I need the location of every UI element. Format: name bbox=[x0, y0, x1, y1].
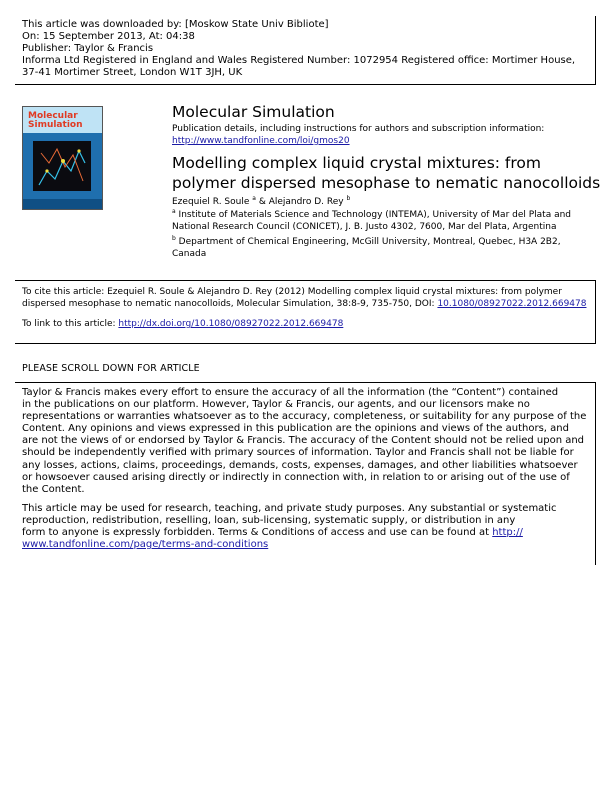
download-info-line: Publisher: Taylor & Francis bbox=[22, 43, 154, 55]
terms-link[interactable]: http:// bbox=[492, 527, 523, 539]
citation-text bbox=[22, 286, 592, 310]
terms-paragraph bbox=[22, 503, 588, 551]
terms-line: form to anyone is expressly forbidden. Terms & Conditions of access and use can be found at http:// bbox=[22, 527, 523, 539]
affiliation-marker: b bbox=[346, 195, 351, 202]
disclaimer-line: any losses, actions, claims, proceedings, demands, costs, expenses, damages, and other liabilities whatsoever bbox=[22, 459, 578, 471]
disclaimer-line: are not the views of or endorsed by Taylor & Francis. The accuracy of the Content should not be relied upon and bbox=[22, 435, 585, 447]
disclaimer-paragraph bbox=[22, 387, 588, 496]
terms-link[interactable]: www.tandfonline.com/page/terms-and-conditions bbox=[22, 539, 269, 551]
molecule-illustration-icon bbox=[33, 141, 91, 191]
affiliation-marker: a bbox=[172, 208, 176, 215]
download-info-line: Informa Ltd Registered in England and Wales Registered Number: 1072954 Registered office: Mortimer House, bbox=[22, 55, 576, 67]
download-info bbox=[22, 19, 575, 79]
article-title-line: polymer dispersed mesophase to nematic nanocolloids bbox=[172, 173, 601, 192]
citation-line: dispersed mesophase to nematic nanocolloids, Molecular Simulation, 38:8-9, 735-750, DOI: 10.1080/08927022.2012.669478 bbox=[22, 299, 587, 309]
cover-title: Molecular Simulation bbox=[28, 111, 83, 130]
article-link[interactable]: http://dx.doi.org/10.1080/08927022.2012.669478 bbox=[118, 319, 344, 329]
disclaimer-line: Content. Any opinions and views expressed in this publication are the opinions and views of the authors, and bbox=[22, 423, 569, 435]
link-label: To link to this article: bbox=[22, 319, 119, 329]
affiliation-a bbox=[172, 209, 592, 233]
publication-details: Publication details, including instructions for authors and subscription information: bbox=[172, 124, 545, 134]
cover-artwork bbox=[33, 141, 91, 191]
doi-link[interactable]: 10.1080/08927022.2012.669478 bbox=[437, 299, 587, 309]
affiliation-text: Institute of Materials Science and Technology (INTEMA), University of Mar del Plata and National Research Council (CONICET), J. B. Justo 4302, 7600, Mar del Plata, Argentina bbox=[172, 210, 572, 232]
citation-line: To cite this article: Ezequiel R. Soule & Alejandro D. Rey (2012) Modelling complex liquid crystal mixtures: from polymer bbox=[22, 287, 562, 297]
terms-line bbox=[22, 539, 588, 551]
disclaimer-line: or howsoever caused arising directly or indirectly in connection with, in relation to or arising out of the use of bbox=[22, 471, 570, 483]
journal-cover-image bbox=[22, 106, 103, 210]
affiliation-marker: b bbox=[172, 235, 176, 242]
author-name: Ezequiel R. Soule bbox=[172, 197, 250, 207]
download-info-line: On: 15 September 2013, At: 04:38 bbox=[22, 31, 195, 43]
disclaimer-line: should be independently verified with primary sources of information. Taylor and Francis shall not be liable for bbox=[22, 447, 574, 459]
article-link-line bbox=[22, 318, 343, 330]
author-name: Alejandro D. Rey bbox=[268, 197, 344, 207]
journal-title: Molecular Simulation bbox=[172, 103, 335, 121]
article-title bbox=[172, 154, 601, 193]
author-separator: & bbox=[255, 197, 269, 207]
disclaimer-line: the Content. bbox=[22, 483, 85, 495]
authors bbox=[172, 196, 350, 208]
journal-link[interactable]: http://www.tandfonline.com/loi/gmos20 bbox=[172, 136, 350, 146]
terms-line: This article may be used for research, teaching, and private study purposes. Any substantial or systematic bbox=[22, 503, 557, 514]
affiliation-text: Department of Chemical Engineering, McGill University, Montreal, Quebec, H3A 2B2, Canada bbox=[172, 237, 561, 259]
affiliation-b bbox=[172, 236, 592, 260]
terms-line: reproduction, redistribution, reselling, loan, sub-licensing, systematic supply, or distribution in any bbox=[22, 515, 516, 527]
scroll-notice: PLEASE SCROLL DOWN FOR ARTICLE bbox=[22, 363, 200, 374]
disclaimer-line: Taylor & Francis makes every effort to ensure the accuracy of all the information (the “Content”) contained bbox=[22, 387, 559, 398]
download-info-line: This article was downloaded by: [Moskow State Univ Bibliote] bbox=[22, 19, 329, 30]
disclaimer-line: representations or warranties whatsoever as to the accuracy, completeness, or suitability for any purpose of the bbox=[22, 411, 587, 423]
affiliation-marker: a bbox=[252, 195, 256, 202]
download-info-line: 37-41 Mortimer Street, London W1T 3JH, UK bbox=[22, 67, 243, 79]
article-title-line: Modelling complex liquid crystal mixtures: from bbox=[172, 154, 541, 172]
disclaimer-line: in the publications on our platform. However, Taylor & Francis, our agents, and our licensors make no bbox=[22, 399, 530, 411]
cover-footer bbox=[23, 199, 102, 209]
